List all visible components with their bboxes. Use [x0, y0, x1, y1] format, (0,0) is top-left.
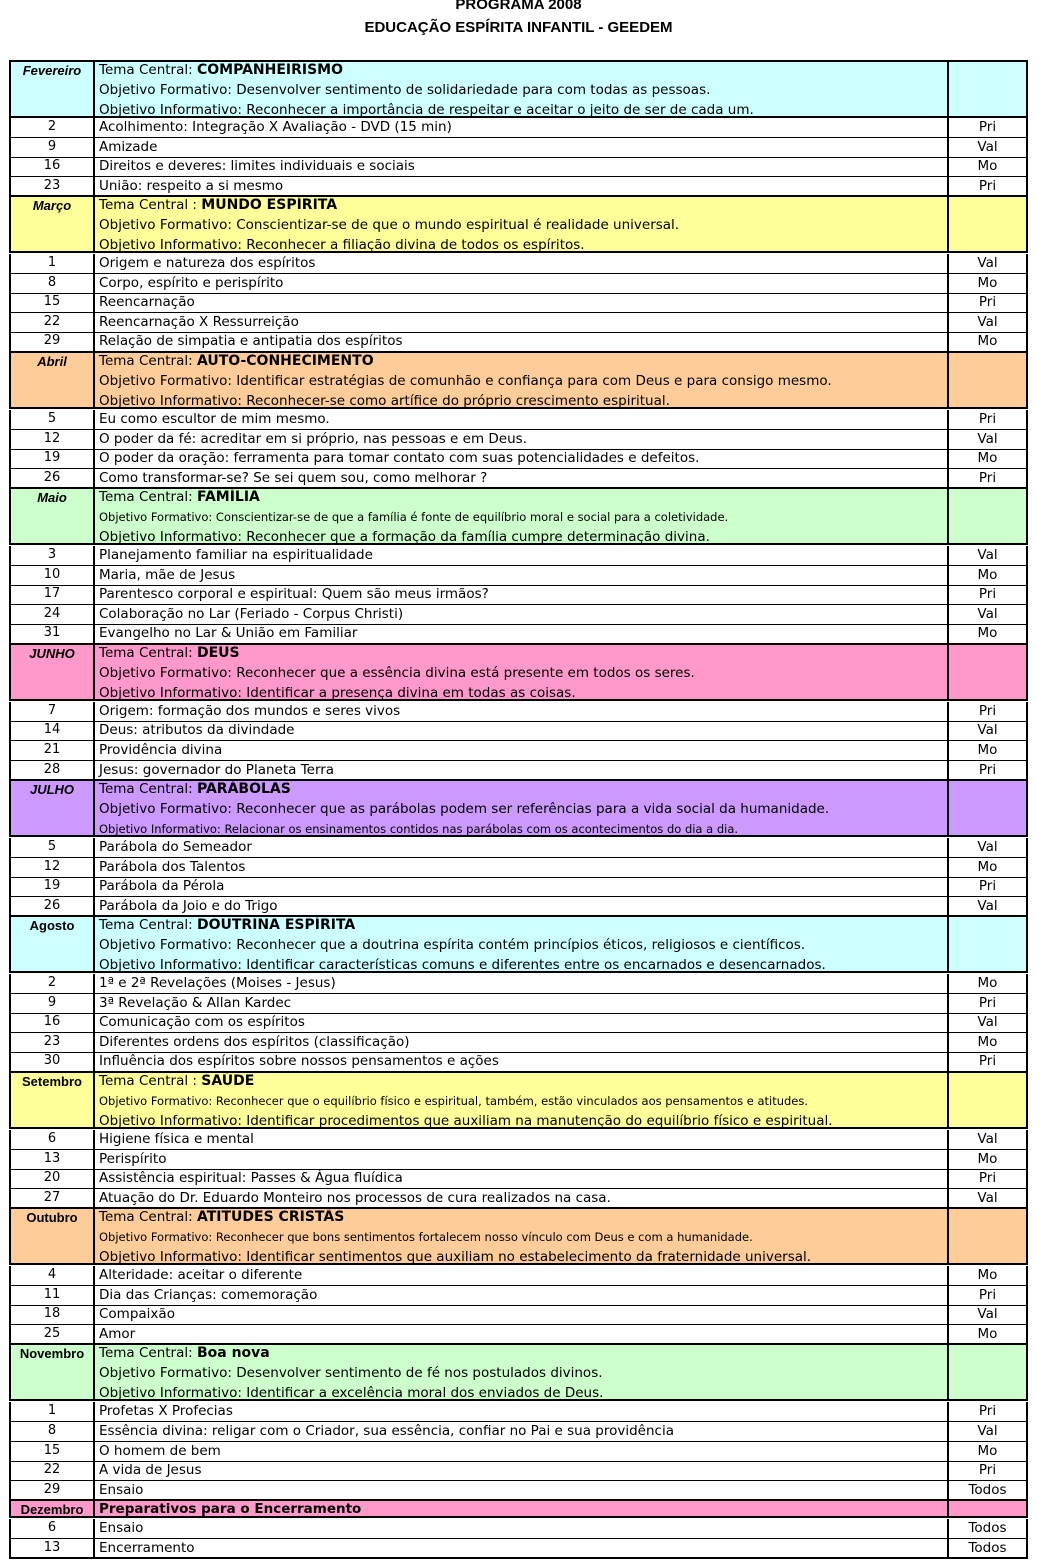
lesson-topic: A vida de Jesus [99, 1462, 202, 1478]
month-description [99, 1071, 944, 1131]
lesson-responsible: Val [947, 254, 1026, 273]
lesson-topic: Parábola da Pérola [99, 878, 225, 894]
lesson-day: 24 [11, 605, 95, 624]
month-header-row [9, 1071, 1028, 1129]
theme-line [99, 1343, 944, 1363]
month-description [99, 1207, 944, 1267]
month-theme: Boa nova [196, 1345, 270, 1362]
lesson-topic: Parábola da Joio e do Trigo [99, 898, 278, 914]
lesson-responsible: Pri [947, 1052, 1026, 1071]
theme-line [99, 643, 944, 663]
lesson-topic: Direitos e deveres: limites individuais e sociais [99, 158, 415, 174]
lesson-topic: Parábola do Semeador [99, 839, 252, 855]
lesson-day: 8 [11, 1422, 95, 1441]
lesson-responsible: Todos [947, 1539, 1026, 1557]
lesson-responsible: Todos [947, 1481, 1026, 1500]
lesson-day: 22 [11, 313, 95, 332]
objective-informative: Objetivo Informativo: Relacionar os ensinamentos contidos nas parábolas com os acontecimentos do dia a dia. [99, 822, 739, 837]
lesson-responsible: Pri [947, 1461, 1026, 1480]
lesson-responsible: Mo [947, 1033, 1026, 1052]
lesson-responsible: Val [947, 1305, 1026, 1324]
lesson-topic: Eu como escultor de mim mesmo. [99, 411, 330, 427]
month-theme: FAMÍLIA [196, 489, 260, 506]
lesson-day: 16 [11, 1013, 95, 1032]
lesson-day: 22 [11, 1461, 95, 1480]
month-name: Agosto [11, 917, 95, 971]
lesson-day: 19 [11, 449, 95, 468]
lesson-responsible: Val [947, 138, 1026, 157]
lesson-row [9, 1266, 1028, 1286]
lesson-day: 6 [11, 1130, 95, 1149]
lesson-row [9, 430, 1028, 450]
lesson-topic: Essência divina: religar com o Criador, sua essência, confiar no Pai e sua providência [99, 1423, 674, 1439]
month-resp-cell [947, 645, 1026, 699]
objective-informative: Objetivo Informativo: Identificar a presença divina em todas as coisas. [99, 684, 576, 701]
lesson-day: 2 [11, 974, 95, 993]
objective-formative: Objetivo Formativo: Conscientizar-se de que o mundo espiritual é realidade universal. [99, 217, 680, 234]
objective-informative: Objetivo Informativo: Identificar a excelência moral dos enviados de Deus. [99, 1385, 604, 1402]
month-resp-cell [947, 1073, 1026, 1127]
lesson-topic: Planejamento familiar na espiritualidade [99, 547, 373, 563]
lesson-responsible: Val [947, 1422, 1026, 1441]
month-theme: DOUTRINA ESPÍRITA [196, 917, 356, 934]
lesson-responsible: Pri [947, 118, 1026, 137]
lesson-row [9, 721, 1028, 741]
lesson-topic: Alteridade: aceitar o diferente [99, 1267, 303, 1283]
lesson-row [9, 1052, 1028, 1072]
month-name: Abril [11, 353, 95, 407]
month-header-row [9, 60, 1028, 118]
month-name: Outubro [11, 1209, 95, 1263]
lesson-day: 15 [11, 293, 95, 312]
lesson-day: 9 [11, 138, 95, 157]
lesson-row [9, 1325, 1028, 1345]
lesson-topic: União: respeito a si mesmo [99, 178, 284, 194]
month-description [99, 915, 944, 975]
lesson-topic: Como transformar-se? Se sei quem sou, como melhorar ? [99, 470, 488, 486]
month-header-row [9, 1499, 1028, 1518]
lesson-responsible: Mo [947, 566, 1026, 585]
theme-label: Tema Central: [99, 62, 193, 78]
lesson-row [9, 1461, 1028, 1481]
objective-formative: Objetivo Formativo: Reconhecer que a essência divina está presente em todos os seres. [99, 664, 695, 681]
lesson-topic: Colaboração no Lar (Feriado - Corpus Christi) [99, 606, 404, 622]
lesson-row [9, 897, 1028, 917]
lesson-day: 23 [11, 177, 95, 196]
lesson-topic: Origem: formação dos mundos e seres vivos [99, 703, 401, 719]
lesson-day: 27 [11, 1189, 95, 1208]
lesson-row [9, 254, 1028, 274]
lesson-row [9, 332, 1028, 352]
month-resp-cell [947, 781, 1026, 835]
lesson-responsible: Pri [947, 585, 1026, 604]
theme-line [99, 915, 944, 935]
lesson-row [9, 858, 1028, 878]
theme-line [99, 1071, 944, 1091]
month-theme: ATITUDES CRISTÃS [196, 1209, 345, 1226]
lesson-responsible: Mo [947, 1266, 1026, 1285]
lesson-responsible: Val [947, 897, 1026, 916]
lesson-topic: 1ª e 2ª Revelações (Moises - Jesus) [99, 975, 336, 991]
lesson-row [9, 1442, 1028, 1462]
lesson-topic: Origem e natureza dos espíritos [99, 255, 316, 271]
lesson-responsible: Val [947, 838, 1026, 857]
page-title: PROGRAMA 2008 [455, 0, 582, 13]
lesson-row [9, 118, 1028, 138]
lesson-day: 7 [11, 702, 95, 721]
lesson-day: 30 [11, 1052, 95, 1071]
lesson-responsible: Val [947, 1189, 1026, 1208]
lesson-topic: Diferentes ordens dos espíritos (classificação) [99, 1034, 410, 1050]
theme-label: Tema Central : [99, 197, 197, 214]
lesson-row [9, 313, 1028, 333]
month-description [99, 779, 944, 839]
month-resp-cell [947, 353, 1026, 407]
lesson-topic: Relação de simpatia e antipatia dos espíritos [99, 333, 403, 349]
lesson-topic: Encerramento [99, 1540, 195, 1556]
objective-informative: Objetivo Informativo: Reconhecer que a formação da família cumpre determinação divina. [99, 529, 710, 546]
lesson-topic: Compaixão [99, 1306, 175, 1322]
lesson-responsible: Pri [947, 994, 1026, 1013]
objective-formative: Objetivo Formativo: Reconhecer que bons sentimentos fortalecem nosso vínculo com Deus e com a humanidade. [99, 1230, 753, 1245]
lesson-topic: Assistência espiritual: Passes & Água fluídica [99, 1170, 403, 1186]
objective-informative: Objetivo Informativo: Identificar sentimentos que auxiliam no estabelecimento da fraternidade universal. [99, 1249, 812, 1266]
lesson-responsible: Pri [947, 469, 1026, 488]
month-name: JUNHO [11, 645, 95, 699]
lesson-day: 31 [11, 624, 95, 643]
month-header-row [9, 487, 1028, 545]
month-name: Maio [11, 489, 95, 543]
objective-formative: Objetivo Formativo: Reconhecer que a doutrina espírita contém princípios éticos, religiosos e científicos. [99, 937, 806, 954]
lesson-row [9, 293, 1028, 313]
theme-label: Tema Central: [99, 1209, 193, 1226]
lesson-responsible: Pri [947, 410, 1026, 429]
lesson-topic: O poder da oração: ferramenta para tomar contato com suas potencialidades e defeitos. [99, 450, 700, 466]
lesson-row [9, 1150, 1028, 1170]
lesson-row [9, 702, 1028, 722]
lesson-row [9, 274, 1028, 294]
lesson-day: 25 [11, 1325, 95, 1344]
lesson-row [9, 741, 1028, 761]
lesson-row [9, 1481, 1028, 1501]
lesson-topic: Jesus: governador do Planeta Terra [99, 762, 335, 778]
lesson-topic: Ensaio [99, 1482, 144, 1498]
lesson-row [9, 838, 1028, 858]
lesson-row [9, 1033, 1028, 1053]
lesson-row [9, 624, 1028, 644]
lesson-responsible: Todos [947, 1519, 1026, 1538]
month-description [99, 1343, 944, 1403]
theme-label: Tema Central : [99, 1073, 197, 1090]
theme-label: Tema Central: [99, 489, 193, 506]
page-subtitle: EDUCAÇÃO ESPÍRITA INFANTIL - GEEDEM [364, 19, 673, 36]
lesson-day: 1 [11, 254, 95, 273]
lesson-responsible: Pri [947, 293, 1026, 312]
lesson-row [9, 585, 1028, 605]
month-name: Novembro [11, 1345, 95, 1399]
month-resp-cell [947, 1209, 1026, 1263]
month-theme: DEUS [196, 644, 240, 661]
lesson-day: 2 [11, 118, 95, 137]
month-theme: AUTO-CONHECIMENTO [196, 352, 374, 369]
lesson-day: 10 [11, 566, 95, 585]
lesson-topic: Corpo, espírito e perispírito [99, 275, 284, 291]
lesson-responsible: Mo [947, 858, 1026, 877]
lesson-responsible: Pri [947, 877, 1026, 896]
lesson-day: 8 [11, 274, 95, 293]
lesson-topic: Amizade [99, 139, 158, 155]
lesson-responsible: Mo [947, 1442, 1026, 1461]
lesson-row [9, 1189, 1028, 1209]
lesson-topic: Dia das Crianças: comemoração [99, 1287, 318, 1303]
lesson-responsible: Val [947, 546, 1026, 565]
month-resp-cell [947, 62, 1026, 116]
month-resp-cell [947, 1345, 1026, 1399]
lesson-row [9, 1169, 1028, 1189]
month-theme: Preparativos para o Encerramento [99, 1501, 362, 1518]
lesson-day: 26 [11, 469, 95, 488]
lesson-day: 1 [11, 1402, 95, 1421]
month-header-row [9, 1207, 1028, 1265]
objective-formative: Objetivo Formativo: Reconhecer que as parábolas podem ser referências para a vida social da humanidade. [99, 801, 830, 818]
month-header-row [9, 643, 1028, 701]
lesson-topic: Comunicação com os espíritos [99, 1014, 305, 1030]
theme-label: Tema Central: [99, 917, 193, 934]
lesson-responsible: Val [947, 721, 1026, 740]
month-description [99, 60, 944, 120]
objective-informative: Objetivo Informativo: Reconhecer a importância de respeitar e aceitar o jeito de ser de cada um. [99, 102, 754, 118]
lesson-topic: Higiene física e mental [99, 1131, 254, 1147]
month-name: Fevereiro [11, 62, 95, 116]
lesson-responsible: Val [947, 430, 1026, 449]
lesson-responsible: Pri [947, 1286, 1026, 1305]
lesson-row [9, 1286, 1028, 1306]
lesson-row [9, 605, 1028, 625]
objective-formative: Objetivo Formativo: Desenvolver sentimento de solidariedade para com todas as pessoas. [99, 82, 711, 98]
lesson-day: 13 [11, 1150, 95, 1169]
lesson-topic: Parentesco corporal e espiritual: Quem são meus irmãos? [99, 586, 489, 602]
lesson-topic: Parábola dos Talentos [99, 859, 246, 875]
lesson-responsible: Pri [947, 1169, 1026, 1188]
lesson-day: 3 [11, 546, 95, 565]
lesson-day: 5 [11, 410, 95, 429]
lesson-day: 13 [11, 1539, 95, 1557]
lesson-day: 12 [11, 430, 95, 449]
lesson-row [9, 469, 1028, 489]
objective-informative: Objetivo Informativo: Identificar características comuns e diferentes entre os encarnados e desencarnados. [99, 957, 826, 974]
lesson-responsible: Mo [947, 274, 1026, 293]
lesson-responsible: Pri [947, 702, 1026, 721]
lesson-topic: Reencarnação X Ressurreição [99, 314, 299, 330]
objective-formative: Objetivo Formativo: Desenvolver sentimento de fé nos postulados divinos. [99, 1365, 603, 1382]
lesson-row [9, 1539, 1028, 1559]
lesson-responsible: Mo [947, 332, 1026, 351]
lesson-responsible: Pri [947, 761, 1026, 780]
month-description [99, 643, 944, 703]
month-header-row [9, 915, 1028, 973]
theme-label: Tema Central: [99, 644, 193, 661]
month-theme: SAÚDE [201, 1073, 255, 1090]
lesson-topic: Acolhimento: Integração X Avaliação - DVD (15 min) [99, 119, 452, 135]
lesson-responsible: Mo [947, 1150, 1026, 1169]
theme-line [99, 351, 944, 371]
month-theme: PARÁBOLAS [196, 781, 291, 798]
lesson-topic: Atuação do Dr. Eduardo Monteiro nos processos de cura realizados na casa. [99, 1190, 611, 1206]
month-name: Setembro [11, 1073, 95, 1127]
lesson-responsible: Val [947, 605, 1026, 624]
lesson-responsible: Mo [947, 1325, 1026, 1344]
month-name: Março [11, 197, 95, 251]
lesson-day: 29 [11, 332, 95, 351]
lesson-responsible: Pri [947, 1402, 1026, 1421]
lesson-day: 9 [11, 994, 95, 1013]
lesson-day: 11 [11, 1286, 95, 1305]
lesson-row [9, 1519, 1028, 1539]
objective-formative: Objetivo Formativo: Conscientizar-se de que a família é fonte de equilíbrio moral e social para a coletividade. [99, 510, 729, 525]
lesson-row [9, 1402, 1028, 1422]
lesson-day: 28 [11, 761, 95, 780]
lesson-row [9, 138, 1028, 158]
lesson-row [9, 1013, 1028, 1033]
lesson-row [9, 566, 1028, 586]
lesson-row [9, 877, 1028, 897]
objective-informative: Objetivo Informativo: Identificar procedimentos que auxiliam na manutenção do equilíbrio físico e espiritual. [99, 1113, 833, 1130]
lesson-day: 23 [11, 1033, 95, 1052]
month-header-row [9, 195, 1028, 253]
lesson-responsible: Mo [947, 157, 1026, 176]
lesson-day: 18 [11, 1305, 95, 1324]
objective-formative: Objetivo Formativo: Identificar estratégias de comunhão e confiança para com Deus e para consigo mesmo. [99, 372, 832, 389]
lesson-row [9, 1422, 1028, 1442]
objective-informative: Objetivo Informativo: Reconhecer-se como artífice do próprio crescimento espiritual. [99, 392, 670, 409]
theme-label: Tema Central: [99, 781, 193, 798]
month-name: JULHO [11, 781, 95, 835]
month-theme: MUNDO ESPÍRITA [201, 197, 338, 214]
lesson-topic: Maria, mãe de Jesus [99, 567, 236, 583]
month-description [99, 195, 944, 255]
lesson-topic: 3ª Revelação & Allan Kardec [99, 995, 292, 1011]
month-resp-cell [947, 1501, 1026, 1516]
theme-line [99, 60, 944, 80]
month-header-row [9, 351, 1028, 409]
month-name: Dezembro [11, 1501, 95, 1516]
lesson-responsible: Val [947, 1130, 1026, 1149]
theme-label: Tema Central: [99, 352, 193, 369]
lesson-topic: O homem de bem [99, 1443, 221, 1459]
lesson-day: 12 [11, 858, 95, 877]
month-theme: COMPANHEIRISMO [196, 62, 344, 78]
lesson-responsible: Mo [947, 974, 1026, 993]
lesson-responsible: Mo [947, 741, 1026, 760]
lesson-row [9, 761, 1028, 781]
lesson-day: 6 [11, 1519, 95, 1538]
lesson-topic: Deus: atributos da divindade [99, 722, 295, 738]
theme-line [99, 1207, 944, 1227]
theme-line [99, 195, 944, 215]
lesson-row [9, 449, 1028, 469]
lesson-row [9, 410, 1028, 430]
lesson-topic: Reencarnação [99, 294, 195, 310]
month-description [99, 351, 944, 411]
month-header-row [9, 779, 1028, 837]
month-header-row [9, 1343, 1028, 1401]
lesson-day: 5 [11, 838, 95, 857]
lesson-row [9, 994, 1028, 1014]
lesson-day: 21 [11, 741, 95, 760]
month-resp-cell [947, 489, 1026, 543]
theme-label: Tema Central: [99, 1345, 193, 1362]
lesson-day: 17 [11, 585, 95, 604]
month-description [99, 1500, 944, 1520]
lesson-topic: O poder da fé: acreditar em si próprio, nas pessoas e em Deus. [99, 431, 527, 447]
lesson-topic: Evangelho no Lar & União em Familiar [99, 625, 358, 641]
lesson-row [9, 157, 1028, 177]
objective-formative: Objetivo Formativo: Reconhecer que o equilíbrio físico e espiritual, também, estão vinculados aos pensamentos e atitudes. [99, 1094, 809, 1109]
lesson-day: 4 [11, 1266, 95, 1285]
lesson-responsible: Pri [947, 177, 1026, 196]
lesson-row [9, 1305, 1028, 1325]
objective-informative: Objetivo Informativo: Reconhecer a filiação divina de todos os espíritos. [99, 237, 585, 254]
month-resp-cell [947, 917, 1026, 971]
lesson-day: 29 [11, 1481, 95, 1500]
month-resp-cell [947, 197, 1026, 251]
lesson-topic: Providência divina [99, 742, 223, 758]
lesson-day: 20 [11, 1169, 95, 1188]
lesson-topic: Influência dos espíritos sobre nossos pensamentos e ações [99, 1053, 499, 1069]
lesson-responsible: Mo [947, 624, 1026, 643]
lesson-row [9, 974, 1028, 994]
lesson-row [9, 1130, 1028, 1150]
lesson-row [9, 546, 1028, 566]
lesson-responsible: Val [947, 313, 1026, 332]
theme-line [99, 779, 944, 799]
lesson-day: 19 [11, 877, 95, 896]
lesson-topic: Ensaio [99, 1520, 144, 1536]
month-description [99, 487, 944, 547]
lesson-responsible: Val [947, 1013, 1026, 1032]
lesson-responsible: Mo [947, 449, 1026, 468]
theme-line [99, 487, 944, 507]
lesson-day: 14 [11, 721, 95, 740]
lesson-topic: Amor [99, 1326, 136, 1342]
lesson-row [9, 177, 1028, 197]
lesson-topic: Profetas X Profecias [99, 1403, 233, 1419]
lesson-day: 16 [11, 157, 95, 176]
lesson-topic: Perispírito [99, 1151, 167, 1167]
lesson-day: 15 [11, 1442, 95, 1461]
lesson-day: 26 [11, 897, 95, 916]
